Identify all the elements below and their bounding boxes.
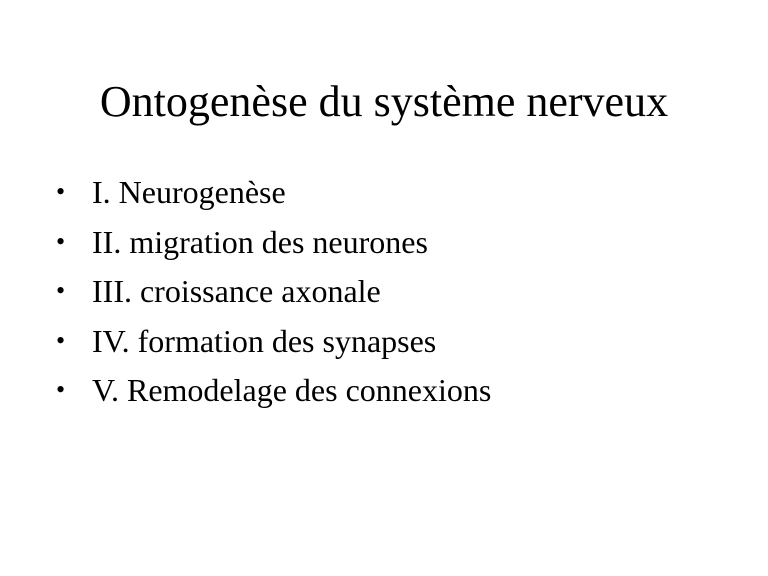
bullet-list <box>56 170 491 418</box>
bullet-item-5 <box>56 368 491 418</box>
bullet-marker: • <box>56 375 66 404</box>
bullet-text: III. croissance axonale <box>92 273 381 309</box>
bullet-marker: • <box>56 325 66 355</box>
bullet-item-2 <box>56 220 491 270</box>
bullet-marker: • <box>56 177 66 206</box>
bullet-marker: • <box>56 276 66 305</box>
bullet-item-3 <box>56 269 491 319</box>
bullet-text: IV. formation des synapses <box>92 322 437 359</box>
bullet-text: II. migration des neurones <box>92 223 428 260</box>
bullet-text: I. Neurogenèse <box>92 174 286 210</box>
bullet-item-4 <box>56 319 491 369</box>
bullet-text: V. Remodelage des connexions <box>92 372 492 408</box>
bullet-item-1 <box>56 170 491 220</box>
bullet-marker: • <box>56 226 66 256</box>
slide-title: Ontogenèse du système nerveux <box>99 77 669 126</box>
